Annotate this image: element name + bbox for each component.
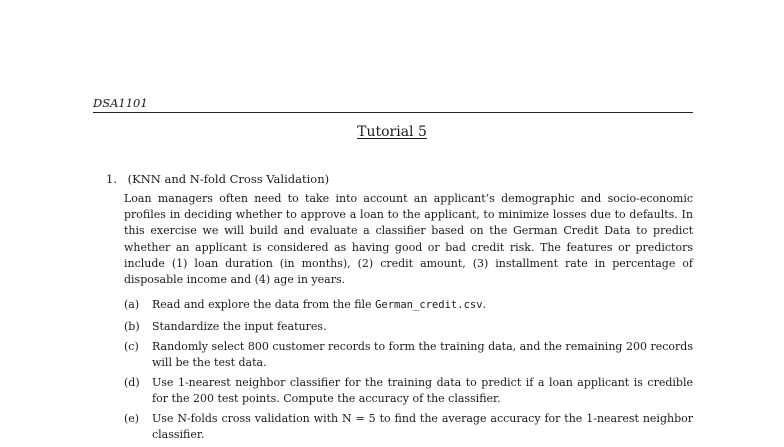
item-text: Use 1-nearest neighbor classifier for the training data to predict if a loan applicant is credible for the 200 test points. Compute the accuracy of the classifier. — [152, 376, 693, 405]
list-item — [124, 375, 693, 406]
item-marker: (a) — [124, 298, 140, 311]
item-marker: (c) — [124, 340, 139, 353]
course-code: DSA1101 — [93, 96, 148, 110]
item-marker: (e) — [124, 412, 140, 425]
question-number: 1. — [106, 172, 117, 186]
item-text: Randomly select 800 customer records to form the training data, and the remaining 200 records will be the test data. — [152, 340, 693, 369]
item-text: Use N-folds cross validation with N = 5 to find the average accuracy for the 1-nearest neighbor classifier. — [152, 412, 693, 441]
page-header — [93, 94, 693, 113]
list-item — [124, 411, 693, 442]
item-marker: (d) — [124, 376, 140, 389]
document-title: Tutorial 5 — [357, 124, 427, 140]
item-text — [152, 297, 693, 314]
question-intro: Loan managers often need to take into account an applicant’s demographic and socio-economic profiles in deciding whether to approve a loan to the applicant, to minimize losses due to defaults. In this exercise we will build and evaluate a classifier based on the German Credit Data to predict whether an applicant is considered as having good or bad credit risk. The features or predictors include (1) loan duration (in months), (2) credit amount, (3) installment rate in percentage of disposable income and (4) age in years. — [124, 192, 693, 287]
document-title-container — [0, 124, 784, 140]
item-text: Standardize the input features. — [152, 319, 327, 333]
item-text-after: . — [482, 298, 487, 311]
question-heading — [106, 172, 329, 186]
item-text-before: Read and explore the data from the file — [152, 298, 376, 311]
question-items — [124, 297, 693, 447]
question-title: (KNN and N-fold Cross Validation) — [127, 172, 330, 186]
list-item — [124, 297, 693, 314]
list-item — [124, 339, 693, 370]
list-item — [124, 319, 693, 335]
filename-code: German_credit.csv — [375, 299, 483, 311]
item-marker: (b) — [124, 319, 140, 333]
